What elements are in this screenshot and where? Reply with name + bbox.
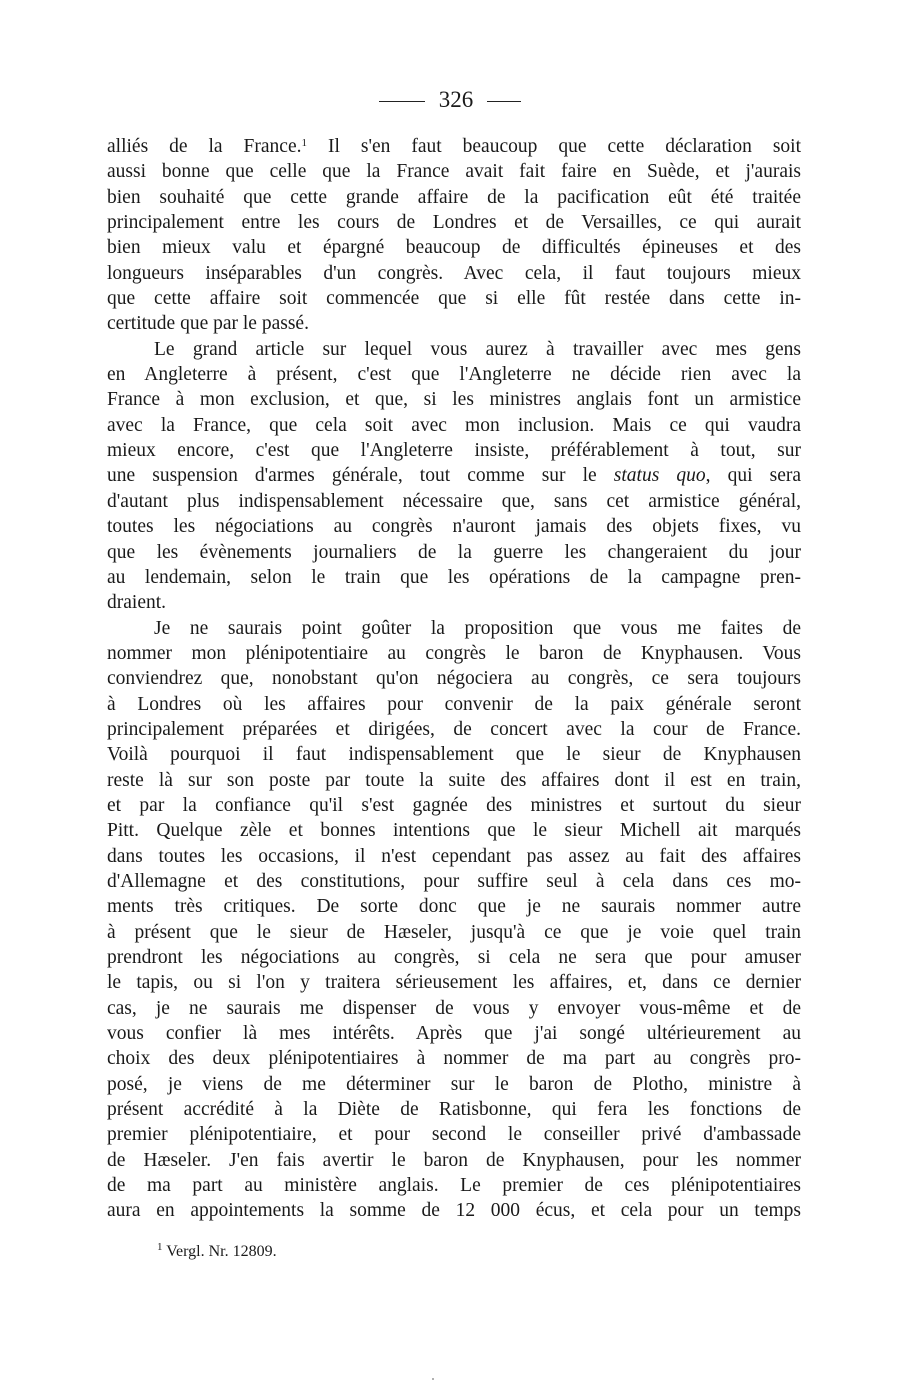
text-line: certitude que par le passé. (107, 313, 309, 335)
text-line: en Angleterre à présent, c'est que l'Angleterre ne décide rien avec la (107, 364, 801, 386)
text-line: longueurs inséparables d'un congrès. Avec cela, il faut toujours mieux (107, 262, 801, 284)
text-line: que les évènements journaliers de la guerre les changeraient du jour (107, 541, 801, 563)
footnote-ref: 1 (301, 137, 307, 149)
text-line: et par la confiance qu'il s'est gagnée des ministres et surtout du sieur (107, 794, 801, 816)
text-line: Le grand article sur lequel vous aurez à travailler avec mes gens (154, 338, 801, 360)
text-segment: , qui sera (705, 465, 801, 487)
text-line: toutes les négociations au congrès n'auront jamais des objets fixes, vu (107, 516, 801, 538)
text-line: mieux encore, c'est que l'Angleterre insiste, préférablement à tout, sur (107, 440, 801, 462)
text-line: Je ne saurais point goûter la proposition que vous me faites de (154, 617, 801, 639)
text-line: que cette affaire soit commencée que si elle fût restée dans cette in- (107, 288, 801, 310)
text-line: prendront les négociations au congrès, si cela ne sera que pour amuser (107, 947, 801, 968)
text-line: le tapis, ou si l'on y traitera sérieusement les affaires, et, dans ce dernier (107, 972, 801, 994)
text-line (107, 463, 801, 488)
text-line: Voilà pourquoi il faut indispensablement que le sieur de Knyphausen (107, 744, 801, 766)
text-line: France à mon exclusion, et que, si les ministres anglais font un armistice (107, 389, 801, 411)
footnote-marker: 1 (157, 1241, 163, 1253)
text-line: aussi bonne que celle que la France avait fait faire en Suède, et j'aurais (107, 161, 801, 183)
text-line: à Londres où les affaires pour convenir de la paix générale seront (107, 693, 801, 715)
header-rule-right (487, 101, 521, 102)
text-line: premier plénipotentiaire, et pour second le conseiller privé d'ambassade (107, 1124, 801, 1146)
italic-text: status quo (613, 465, 706, 487)
text-line: principalement préparées et dirigées, de concert avec la cour de France. (107, 718, 801, 740)
text-line: de ma part au ministère anglais. Le premier de ces plénipotentiaires (107, 1175, 801, 1197)
text-line: de Hæseler. J'en fais avertir le baron de Knyphausen, pour les nommer (107, 1149, 801, 1171)
text-line: d'Allemagne et des constitutions, pour suffire seul à cela dans ces mo- (107, 870, 801, 892)
header-rule-left (379, 101, 425, 102)
text-line: principalement entre les cours de Londres et de Versailles, ce qui aurait (107, 212, 801, 234)
text-line: cas, je ne saurais me dispenser de vous y envoyer vous-même et de (107, 997, 801, 1019)
text-segment: Il s'en faut beaucoup que cette déclaration soit (307, 136, 802, 157)
text-line: aura en appointements la somme de 12 000 écus, et cela pour un temps (107, 1200, 801, 1222)
text-line: ments très critiques. De sorte donc que je ne saurais nommer autre (107, 896, 801, 918)
text-line: dans toutes les occasions, il n'est cependant pas assez au fait des affaires (107, 845, 801, 867)
text-line: Pitt. Quelque zèle et bonnes intentions que le sieur Michell ait marqués (107, 820, 801, 842)
text-line: vous confier là mes intérêts. Après que j'ai songé ultérieurement au (107, 1023, 801, 1045)
footnote-text: Vergl. Nr. 12809. (166, 1243, 277, 1260)
text-line: à présent que le sieur de Hæseler, jusqu'à ce que je voie quel train (107, 921, 801, 943)
text-line: bien mieux valu et épargné beaucoup de difficultés épineuses et des (107, 237, 801, 259)
page-number: 326 (438, 87, 474, 112)
body-text (107, 134, 801, 1224)
text-line: posé, je viens de me déterminer sur le baron de Plotho, ministre à (107, 1073, 801, 1095)
text-line: conviendrez que, nonobstant qu'on négociera au congrès, ce sera toujours (107, 668, 801, 690)
text-line: reste là sur son poste par toute la suite des affaires dont il est en train, (107, 769, 801, 791)
text-segment: alliés de la France. (107, 136, 302, 157)
text-line: choix des deux plénipotentiaires à nommer de ma part au congrès pro- (107, 1048, 801, 1070)
page-header (0, 86, 900, 114)
speck (432, 1378, 434, 1380)
text-line: au lendemain, selon le train que les opérations de la campagne pren- (107, 566, 801, 588)
text-line: nommer mon plénipotentiaire au congrès le baron de Knyphausen. Vous (107, 642, 801, 664)
text-line: présent accrédité à la Diète de Ratisbonne, qui fera les fonctions de (107, 1099, 801, 1121)
text-line: bien souhaité que cette grande affaire de la pacification eût été traitée (107, 186, 801, 208)
text-segment: une suspension d'armes générale, tout comme sur le (107, 465, 614, 487)
footnote (157, 1242, 277, 1262)
text-line: d'autant plus indispensablement nécessaire que, sans cet armistice général, (107, 490, 801, 512)
text-line (107, 134, 801, 159)
text-line: draient. (107, 592, 167, 614)
text-line: avec la France, que cela soit avec mon inclusion. Mais ce qui vaudra (107, 414, 801, 436)
